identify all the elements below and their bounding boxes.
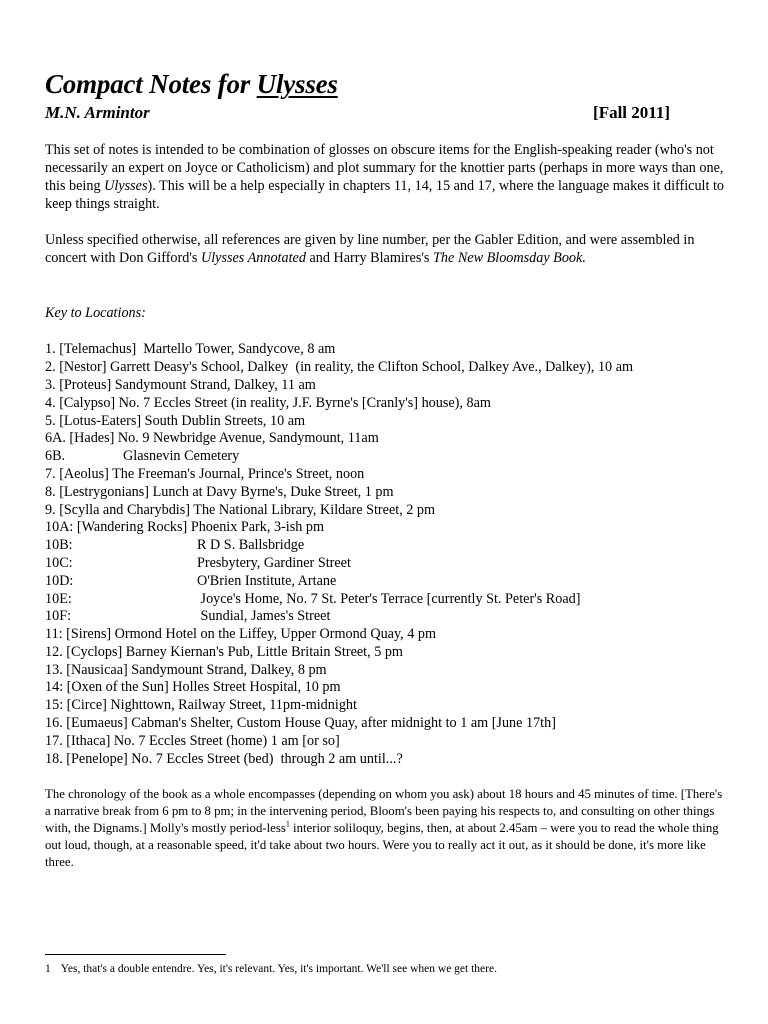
intro-text-1: This set of notes is intended to be combination of glosses on obscure items for the English-speaking reader (who's not necessarily an expert on Joyce or Catholicism) and plot summary for the knottier parts (perhaps in more ways than one, this being [45,142,724,194]
location-item [45,573,725,591]
intro-work-title: Ulysses [104,177,148,194]
chronology-paragraph [45,786,725,871]
location-text: 3. [Proteus] Sandymount Strand, Dalkey, 11 am [45,376,316,393]
location-number: 10F: [45,608,72,625]
location-text: 14: [Oxen of the Sun] Holles Street Hospital, 10 pm [45,679,341,696]
location-text: 5. [Lotus-Eaters] South Dublin Streets, 10 am [45,412,306,429]
byline [45,102,725,124]
location-text: 10A: [Wandering Rocks] Phoenix Park, 3-ish pm [45,519,325,536]
location-text: 15: [Circe] Nighttown, Railway Street, 11pm-midnight [45,697,357,714]
location-item [45,484,725,502]
location-item [45,413,725,431]
location-item [45,626,725,644]
location-item [45,733,725,751]
location-item [45,359,725,377]
location-text: 9. [Scylla and Charybdis] The National Library, Kildare Street, 2 pm [45,501,436,518]
intro-paragraph [45,142,725,214]
location-item [45,697,725,715]
location-item [45,644,725,662]
location-text: O'Brien Institute, Artane [197,572,337,589]
location-item [45,502,725,520]
term-label: [Fall 2011] [593,103,670,122]
location-item [45,608,725,626]
location-text: 18. [Penelope] No. 7 Eccles Street (bed) through 2 am until...? [45,750,403,767]
location-item [45,591,725,609]
location-item [45,395,725,413]
location-text: 17. [Ithaca] No. 7 Eccles Street (home) 1 am [or so] [45,732,340,749]
location-text: 2. [Nestor] Garrett Deasy's School, Dalkey (in reality, the Clifton School, Dalkey Ave., Dalkey), 10 am [45,359,634,376]
location-number: 10C: [45,554,73,571]
chronology-text-1: The chronology of the book as a whole encompasses (depending on whom you ask) about 18 hours and 45 minutes of time. [There's a narrative break from 6 pm to 8 pm; in the intervening period, Bloom's been paying his respects to, and consulting on other things with, the Dignams.] Molly's mostly period-less [45,787,723,836]
location-item [45,537,725,555]
location-text: 6A. [Hades] No. 9 Newbridge Avenue, Sandymount, 11am [45,430,379,447]
document-page [45,68,725,871]
footnote-number: 1 [45,963,51,975]
footnote-reference[interactable]: 1 [285,820,290,830]
location-item [45,662,725,680]
footnote-divider [45,954,226,955]
location-text: 8. [Lestrygonians] Lunch at Davy Byrne's, Duke Street, 1 pm [45,483,394,500]
references-book-1: Ulysses Annotated [200,249,306,266]
location-text: 12. [Cyclops] Barney Kiernan's Pub, Little Britain Street, 5 pm [45,643,403,660]
location-number: 6B. [45,448,66,465]
references-text-2: and Harry Blamires's [305,249,433,266]
intro-text-2: ). This will be a help especially in chapters 11, 14, 15 and 17, where the language makes it difficult to keep things straight. [45,177,725,212]
location-text: 11: [Sirens] Ormond Hotel on the Liffey, Upper Ormond Quay, 4 pm [45,626,436,643]
location-item [45,448,725,466]
location-item [45,715,725,733]
title-prefix: Compact Notes for [45,69,257,99]
location-item [45,466,725,484]
location-item [45,679,725,697]
document-title [45,68,725,100]
location-item [45,430,725,448]
locations-list [45,341,725,768]
location-item [45,519,725,537]
author-name: M.N. Armintor [45,103,150,122]
references-paragraph [45,232,725,268]
location-number: 10E: [45,590,72,607]
location-text: 13. [Nausicaa] Sandymount Strand, Dalkey, 8 pm [45,661,327,678]
key-heading: Key to Locations: [45,305,146,322]
location-item [45,341,725,359]
location-text: Glasnevin Cemetery [123,448,240,465]
location-number: 10D: [45,572,74,589]
location-text: 4. [Calypso] No. 7 Eccles Street (in reality, J.F. Byrne's [Cranly's] house), 8am [45,394,491,411]
chronology-text-2: interior soliloquy, begins, then, at about 2.45am – were you to read the whole thing out loud, though, at a reasonable speed, it'd take about two hours. Were you to really act it out, as it should be done, it's more like three. [45,821,719,870]
location-text: R D S. Ballsbridge [197,537,305,554]
location-text: Presbytery, Gardiner Street [197,554,351,571]
footnote-text: Yes, that's a double entendre. Yes, it's relevant. Yes, it's important. We'll see when we get there. [60,963,497,975]
location-text: Joyce's Home, No. 7 St. Peter's Terrace [currently St. Peter's Road] [197,590,581,607]
location-text: Sundial, James's Street [197,608,331,625]
references-book-2: The New Bloomsday Book. [432,249,586,266]
location-text: 7. [Aeolus] The Freeman's Journal, Prince's Street, noon [45,465,365,482]
location-number: 10B: [45,537,73,554]
location-item [45,377,725,395]
title-work: Ulysses [256,69,338,99]
location-item [45,555,725,573]
references-text-1: Unless specified otherwise, all references are given by line number, per the Gabler Edition, and were assembled in concert with Don Gifford's [45,231,695,266]
location-text: 1. [Telemachus] Martello Tower, Sandycove, 8 am [45,341,336,358]
location-item [45,751,725,769]
footnote [45,962,497,976]
location-text: 16. [Eumaeus] Cabman's Shelter, Custom House Quay, after midnight to 1 am [June 17th] [45,715,556,732]
